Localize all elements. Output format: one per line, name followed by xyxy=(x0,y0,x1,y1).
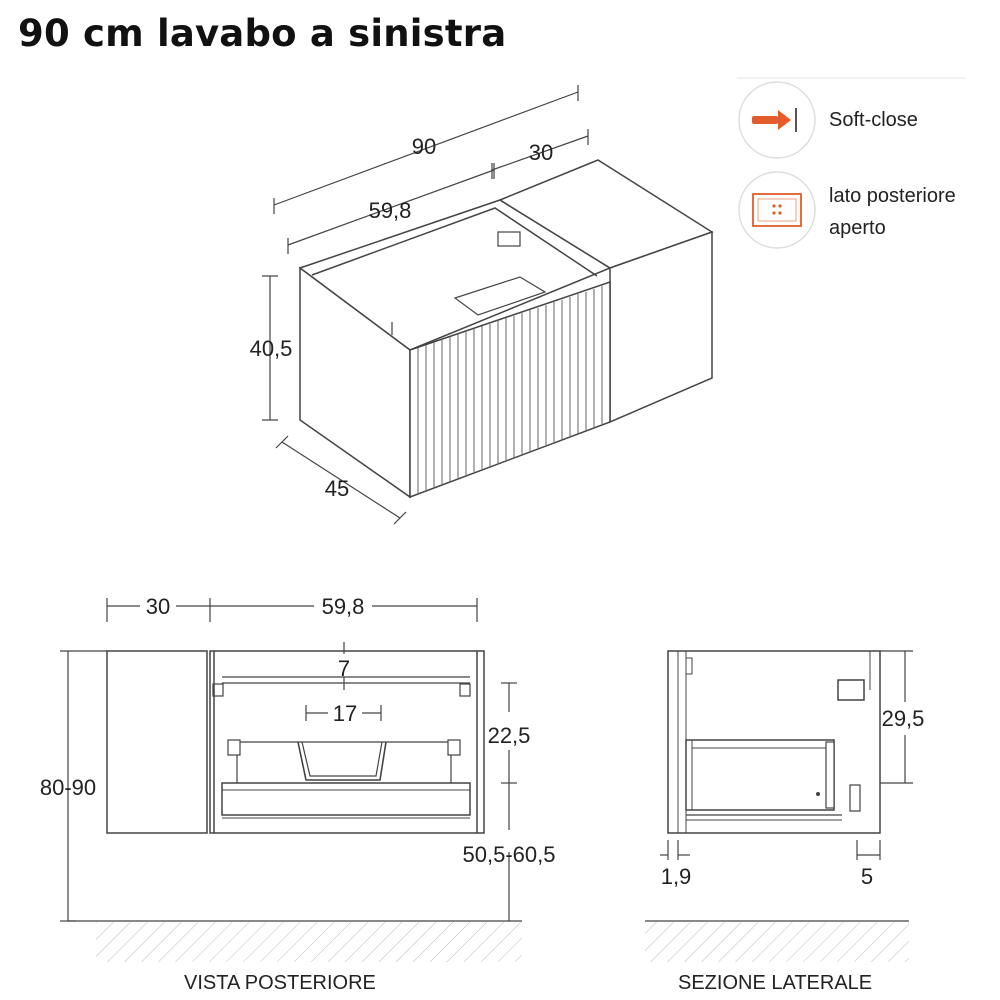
dim-height: 40,5 xyxy=(249,336,293,361)
dim-offset-top: 7 xyxy=(337,656,351,681)
back-view-caption: VISTA POSTERIORE xyxy=(184,972,376,994)
dim-left-offset: 1,9 xyxy=(660,864,692,889)
side-section-caption: SEZIONE LATERALE xyxy=(678,972,873,994)
dim-drawer-width: 59,8 xyxy=(368,198,412,223)
dim-right-offset: 5 xyxy=(860,864,874,889)
legend-open-back-label xyxy=(829,180,956,244)
legend-open-back-line1: lato posteriore xyxy=(829,185,956,207)
dim-inner-height: 29,5 xyxy=(881,706,925,731)
dim-side-width: 30 xyxy=(528,140,554,165)
dim-back-side-width: 30 xyxy=(145,594,171,619)
dim-mount-height: 80-90 xyxy=(39,775,97,800)
perspective-view xyxy=(262,85,712,524)
soft-close-icon xyxy=(739,82,815,158)
page-title: 90 cm lavabo a sinistra xyxy=(18,12,507,55)
dim-lower-height: 50,5-60,5 xyxy=(462,842,556,867)
dim-total-width: 90 xyxy=(411,134,437,159)
dim-back-drawer-width: 59,8 xyxy=(321,594,365,619)
dim-drawer-height: 22,5 xyxy=(487,723,531,748)
side-section xyxy=(645,651,913,962)
legend-open-back-line2: aperto xyxy=(829,217,886,239)
back-view xyxy=(60,598,522,962)
dim-depth: 45 xyxy=(324,476,350,501)
legend-soft-close-label: Soft-close xyxy=(829,109,918,131)
dim-cutout-width: 17 xyxy=(332,701,358,726)
open-back-icon xyxy=(739,172,815,248)
